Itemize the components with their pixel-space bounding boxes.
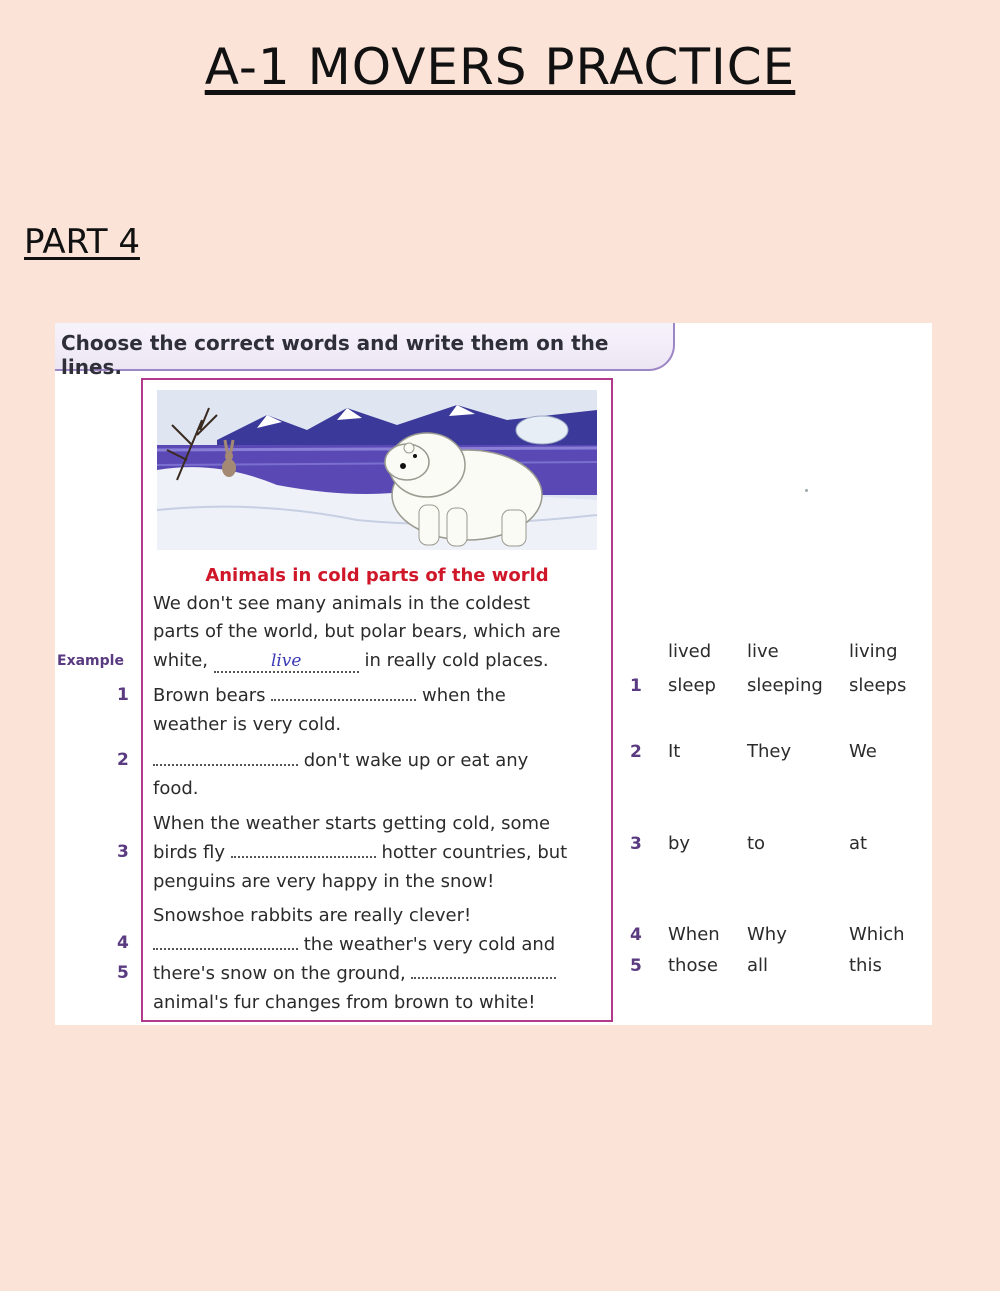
option-example-a[interactable]: lived bbox=[668, 641, 712, 662]
part-heading: PART 4 bbox=[24, 222, 140, 262]
polar-scene-svg bbox=[157, 390, 597, 550]
question-number-5: 5 bbox=[117, 963, 129, 983]
story-title: Animals in cold parts of the world bbox=[205, 565, 549, 586]
option-4-a[interactable]: When bbox=[668, 924, 720, 945]
story-line-q2b: food. bbox=[153, 778, 199, 799]
option-5-a[interactable]: those bbox=[668, 955, 718, 976]
option-number-5: 5 bbox=[630, 956, 642, 976]
example-label: Example bbox=[57, 653, 124, 669]
story-line-q1 bbox=[153, 685, 506, 706]
option-2-a[interactable]: It bbox=[668, 741, 681, 762]
option-1-b[interactable]: sleeping bbox=[747, 675, 823, 696]
question-number-3: 3 bbox=[117, 842, 129, 862]
option-number-2: 2 bbox=[630, 742, 642, 762]
option-1-c[interactable]: sleeps bbox=[849, 675, 907, 696]
q1-text-after: when the bbox=[422, 685, 506, 706]
option-5-c[interactable]: this bbox=[849, 955, 882, 976]
story-line-q4a: Snowshoe rabbits are really clever! bbox=[153, 905, 472, 926]
page-title: A-1 MOVERS PRACTICE bbox=[204, 38, 796, 96]
story-line-2: parts of the world, but polar bears, which are bbox=[153, 621, 561, 642]
question-number-4: 4 bbox=[117, 933, 129, 953]
story-line-q5b: animal's fur changes from brown to white! bbox=[153, 992, 536, 1013]
story-line-1: We don't see many animals in the coldest bbox=[153, 593, 531, 614]
story-line-q3c: penguins are very happy in the snow! bbox=[153, 871, 495, 892]
answer-blank-2[interactable] bbox=[153, 750, 298, 766]
answer-blank-5[interactable] bbox=[411, 963, 556, 979]
story-line-q5 bbox=[153, 963, 556, 984]
polar-scene-illustration bbox=[157, 390, 597, 550]
option-2-b[interactable]: They bbox=[747, 741, 792, 762]
story-line-q3 bbox=[153, 842, 567, 863]
option-1-a[interactable]: sleep bbox=[668, 675, 716, 696]
option-3-b[interactable]: to bbox=[747, 833, 766, 854]
instruction-text: Choose the correct words and write them on the lines. bbox=[61, 331, 609, 379]
answer-blank-4[interactable] bbox=[153, 934, 298, 950]
exercise-panel bbox=[55, 323, 932, 1025]
option-3-a[interactable]: by bbox=[668, 833, 691, 854]
story-line-q2 bbox=[153, 750, 528, 771]
q4-text-after: the weather's very cold and bbox=[303, 934, 556, 955]
option-example-c[interactable]: living bbox=[849, 641, 898, 662]
example-text-after: in really cold places. bbox=[364, 650, 549, 671]
option-4-b[interactable]: Why bbox=[747, 924, 787, 945]
option-4-c[interactable]: Which bbox=[849, 924, 905, 945]
option-5-b[interactable]: all bbox=[747, 955, 769, 976]
example-text-before: white, bbox=[153, 650, 208, 671]
answer-blank-3[interactable] bbox=[231, 842, 376, 858]
reading-box bbox=[141, 378, 613, 1022]
example-answer: live bbox=[214, 651, 359, 673]
q2-text-after: don't wake up or eat any bbox=[303, 750, 529, 771]
story-line-q4 bbox=[153, 934, 555, 955]
q1-text-before: Brown bears bbox=[153, 685, 266, 706]
question-number-2: 2 bbox=[117, 750, 129, 770]
option-number-4: 4 bbox=[630, 925, 642, 945]
option-2-c[interactable]: We bbox=[849, 741, 877, 762]
q5-text-before: there's snow on the ground, bbox=[153, 963, 406, 984]
q3-text-before: birds fly bbox=[153, 842, 226, 863]
instruction-bar bbox=[55, 323, 675, 379]
story-line-example bbox=[153, 650, 549, 673]
speck bbox=[805, 489, 808, 492]
q3-text-after: hotter countries, but bbox=[381, 842, 568, 863]
option-3-c[interactable]: at bbox=[849, 833, 868, 854]
story-line-q3a: When the weather starts getting cold, some bbox=[153, 813, 551, 834]
answer-blank-1[interactable] bbox=[271, 685, 416, 701]
story-line-q1b: weather is very cold. bbox=[153, 714, 342, 735]
option-example-b[interactable]: live bbox=[747, 641, 779, 662]
option-number-1: 1 bbox=[630, 676, 642, 696]
question-number-1: 1 bbox=[117, 685, 129, 705]
option-number-3: 3 bbox=[630, 834, 642, 854]
